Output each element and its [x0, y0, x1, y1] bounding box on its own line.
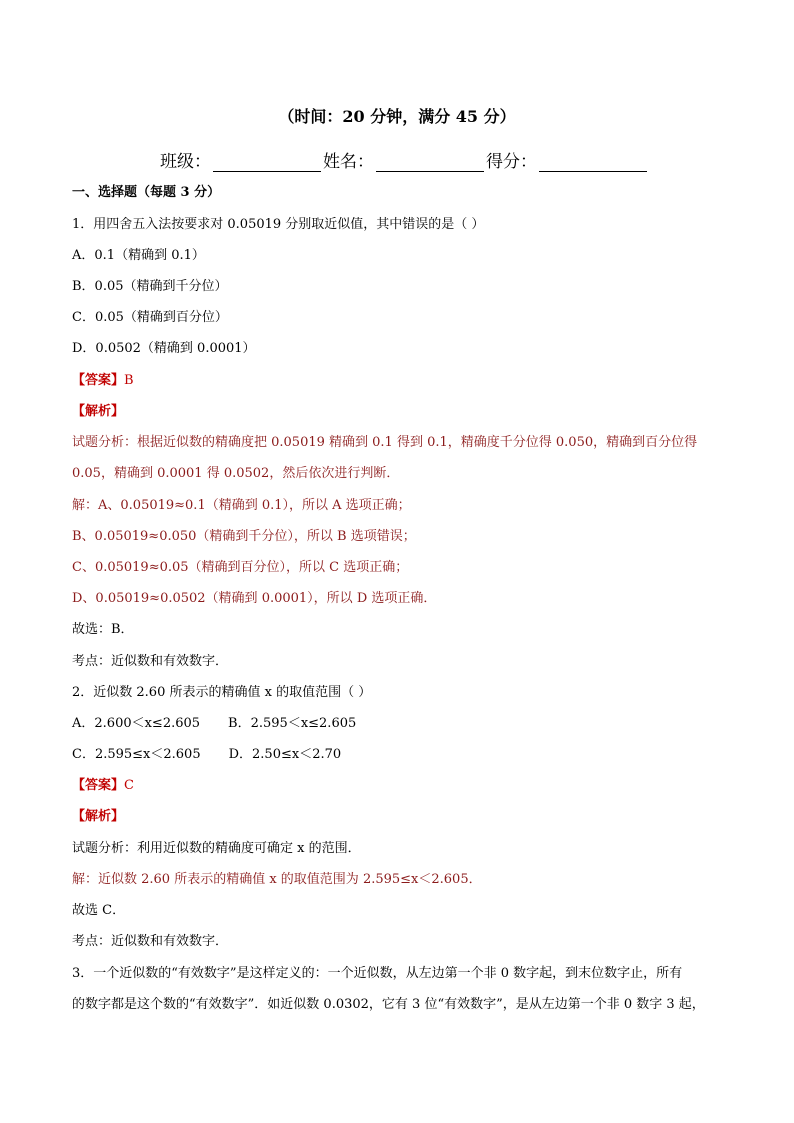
score-blank: [539, 153, 647, 172]
q1-point: 考点：近似数和有效数字．: [72, 654, 229, 669]
class-blank: [213, 153, 321, 172]
q2-option-d: D．2.50≤x＜2.70: [228, 747, 342, 762]
q2-options-row-2: [72, 746, 341, 764]
q2-options-row-1: [72, 715, 356, 733]
q1-solution-line-2: B、0.05019≈0.050（精确到千分位），所以 B 选项错误；: [72, 529, 416, 544]
q2-analysis-line-1: 试题分析：利用近似数的精确度可确定 x 的范围．: [72, 841, 361, 856]
score-label: 得分：: [486, 152, 537, 172]
q2-solution-line-1: 解：近似数 2.60 所表示的精确值 x 的取值范围为 2.595≤x＜2.605．: [72, 872, 482, 887]
q1-option-a: A．0.1（精确到 0.1）: [72, 248, 205, 263]
q3-line-1: 3．一个近似数的“有效数字”是这样定义的：一个近似数，从左边第一个非 0 数字起，到末位数字止，所有: [72, 966, 683, 981]
q1-solution-line-3: C、0.05019≈0.05（精确到百分位），所以 C 选项正确；: [72, 560, 409, 575]
q1-option-d: D．0.0502（精确到 0.0001）: [72, 341, 256, 356]
q1-solution-line-1: 解：A、0.05019≈0.1（精确到 0.1），所以 A 选项正确；: [72, 498, 411, 513]
q1-analysis-tag: 【解析】: [72, 404, 125, 419]
q2-option-b: B．2.595＜x≤2.605: [228, 716, 357, 731]
q1-analysis-line-1: 试题分析：根据近似数的精确度把 0.05019 精确到 0.1 得到 0.1，精确度千分位得 0.050，精确到百分位得: [72, 435, 698, 450]
answer-tag: 【答案】: [72, 778, 125, 793]
q1-stem: 1．用四舍五入法按要求对 0.05019 分别取近似值，其中错误的是（ ）: [72, 217, 485, 232]
section-title: 一、选择题（每题 3 分）: [72, 185, 221, 200]
q2-analysis-tag: 【解析】: [72, 809, 125, 824]
q3-line-2: 的数字都是这个数的“有效数字”．如近似数 0.0302，它有 3 位“有效数字”，是从左边第一个非 0 数字 3 起，: [72, 997, 705, 1012]
q2-stem: 2．近似数 2.60 所表示的精确值 x 的取值范围（ ）: [72, 685, 372, 700]
q2-point: 考点：近似数和有效数字．: [72, 934, 229, 949]
class-label: 班级：: [160, 152, 211, 172]
q1-option-b: B．0.05（精确到千分位）: [72, 279, 228, 294]
name-label: 姓名：: [323, 152, 374, 172]
q1-choose: 故选：B．: [72, 622, 134, 637]
q2-option-a: A．2.600＜x≤2.605: [72, 716, 201, 731]
q1-analysis-line-2: 0.05，精确到 0.0001 得 0.0502，然后依次进行判断．: [72, 466, 400, 481]
q1-option-c: C．0.05（精确到百分位）: [72, 310, 228, 325]
answer-tag: 【答案】: [72, 373, 125, 388]
q2-option-c: C．2.595≤x＜2.605: [72, 747, 201, 762]
time-info: （时间：20 分钟，满分 45 分）: [278, 107, 516, 126]
q1-answer: [72, 372, 134, 390]
answer-value: C: [124, 778, 134, 793]
name-blank: [376, 153, 484, 172]
q1-solution-line-4: D、0.05019≈0.0502（精确到 0.0001），所以 D 选项正确．: [72, 591, 437, 606]
q2-answer: [72, 777, 134, 795]
q2-choose: 故选 C．: [72, 903, 126, 918]
answer-value: B: [124, 373, 134, 388]
student-info-line: [160, 147, 649, 172]
